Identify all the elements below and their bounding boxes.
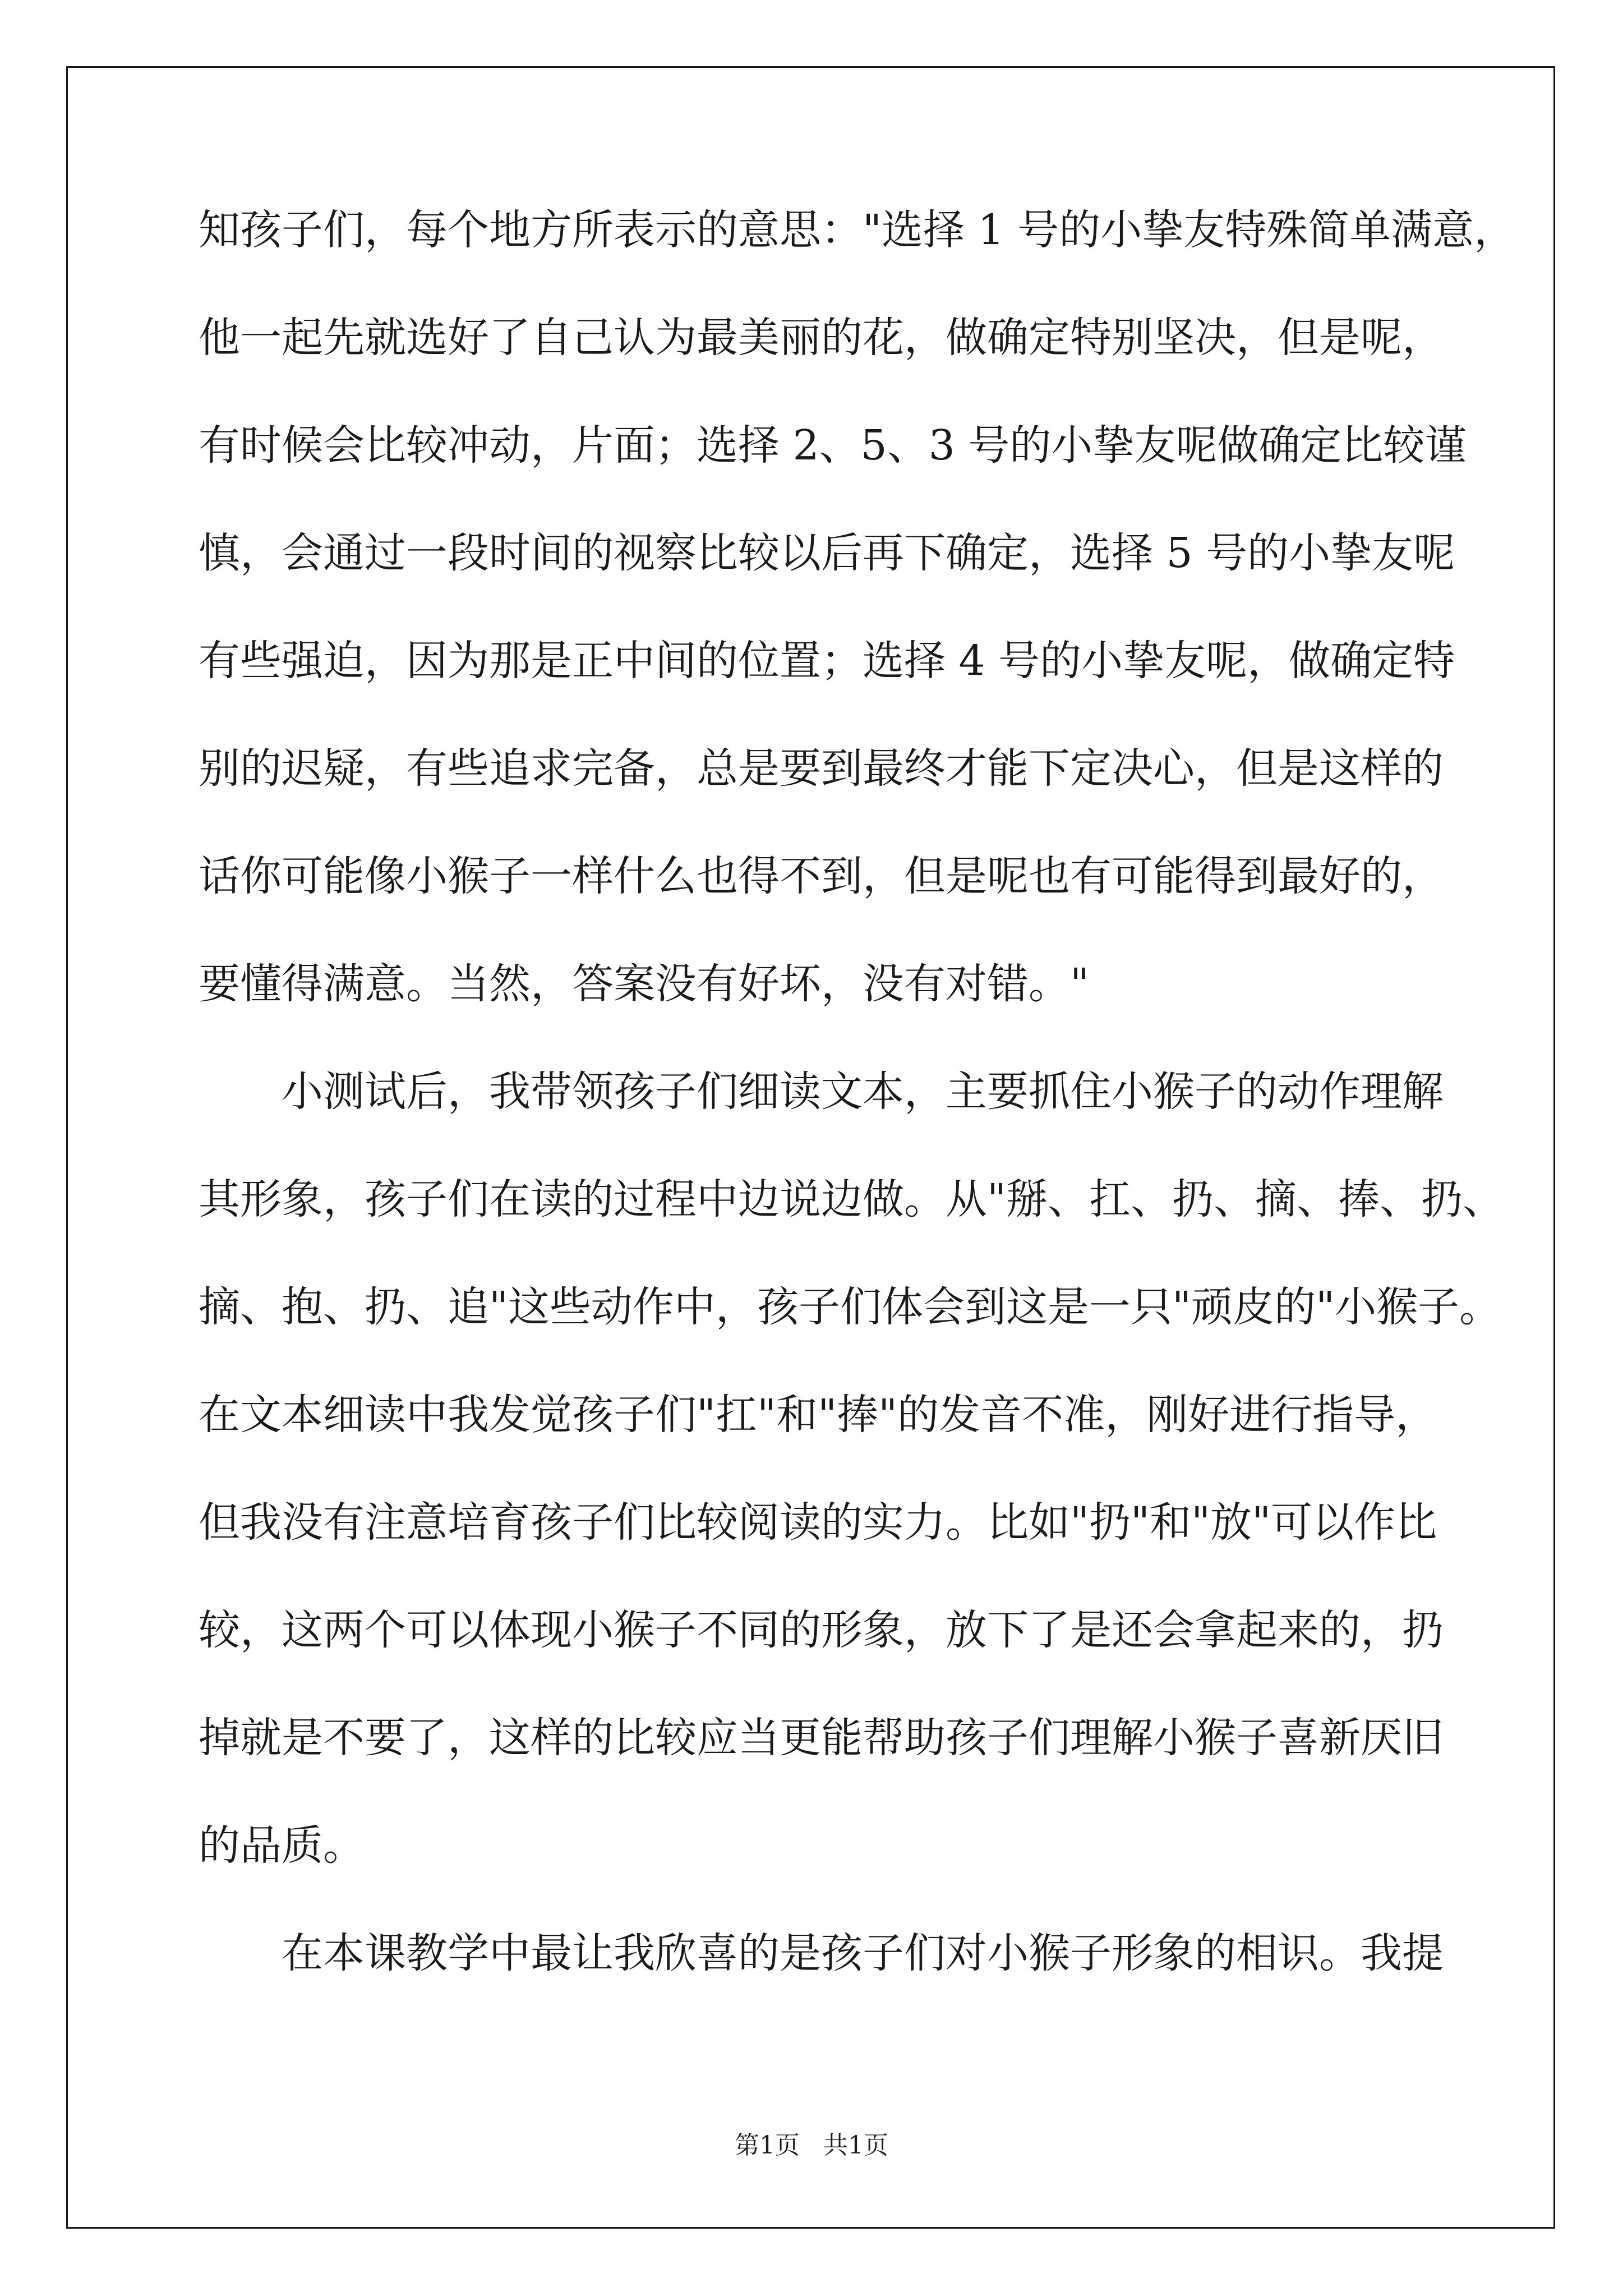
text-line: 要懂得满意。当然，答案没有好坏，没有对错。": [199, 960, 1090, 1008]
text-line: 但 我 没 有 注 意 培 育 孩 子 们 比 较 阅 读 的 实 力 。 比 如 " 扔 " 和 " 放 " 可 以 作 比: [199, 1498, 1437, 1547]
text-line: 其 形 象 ， 孩 子 们 在 读 的 过 程 中 边 说 边 做 。 从 " 掰 、 扛 、 扔 、 摘 、 捧 、 扔 、: [199, 1175, 1505, 1223]
text-line: 在 本 课 教 学 中 最 让 我 欣 喜 的 是 孩 子 们 对 小 猴 子 形 象 的 相 识 。 我 提: [282, 1929, 1444, 1977]
text-line: 他 一 起 先 就 选 好 了 自 己 认 为 最 美 丽 的 花 ， 做 确 定 特 别 坚 决 ， 但 是 呢 ，: [199, 314, 1444, 362]
text-line: 有 些 强 迫 ， 因 为 那 是 正 中 间 的 位 置 ； 选 择 4 号 的 小 挚 友 呢 ， 做 确 定 特: [199, 637, 1455, 685]
text-line: 掉 就 是 不 要 了 ， 这 样 的 比 较 应 当 更 能 帮 助 孩 子 们 理 解 小 猴 子 喜 新 厌 旧: [199, 1714, 1444, 1762]
text-line: 知 孩 子 们 ， 每 个 地 方 所 表 示 的 意 思 ： " 选 择 1 号 的 小 挚 友 特 殊 简 单 满 意 ，: [199, 206, 1516, 254]
text-line: 有 时 候 会 比 较 冲 动 ， 片 面 ； 选 择 2 、 5 、 3 号 的 小 挚 友 呢 做 确 定 比 较 谨: [199, 421, 1467, 470]
text-line: 在 文 本 细 读 中 我 发 觉 孩 子 们 " 扛 " 和 " 捧 " 的 发 音 不 准 ， 刚 好 进 行 指 导 ，: [199, 1391, 1437, 1439]
text-line: 慎 ， 会 通 过 一 段 时 间 的 视 察 比 较 以 后 再 下 确 定 ， 选 择 5 号 的 小 挚 友 呢: [199, 529, 1455, 577]
document-body: [199, 202, 1516, 2033]
page-footer: 第1页 共1页: [735, 2131, 888, 2160]
text-line: 小 测 试 后 ， 我 带 领 孩 子 们 细 读 文 本 ， 主 要 抓 住 小 猴 子 的 动 作 理 解: [282, 1068, 1444, 1116]
text-line: 别 的 迟 疑 ， 有 些 追 求 完 备 ， 总 是 要 到 最 终 才 能 下 定 决 心 ， 但 是 这 样 的: [199, 744, 1444, 793]
text-line: 话 你 可 能 像 小 猴 子 一 样 什 么 也 得 不 到 ， 但 是 呢 也 有 可 能 得 到 最 好 的 ，: [199, 852, 1444, 900]
text-line: 较 ， 这 两 个 可 以 体 现 小 猴 子 不 同 的 形 象 ， 放 下 了 是 还 会 拿 起 来 的 ， 扔: [199, 1606, 1444, 1654]
text-line: 的品质。: [199, 1821, 365, 1870]
text-line: 摘 、 抱 、 扔 、 追 " 这 些 动 作 中 ， 孩 子 们 体 会 到 这 是 一 只 " 顽 皮 的 " 小 猴 子 。: [199, 1283, 1501, 1331]
